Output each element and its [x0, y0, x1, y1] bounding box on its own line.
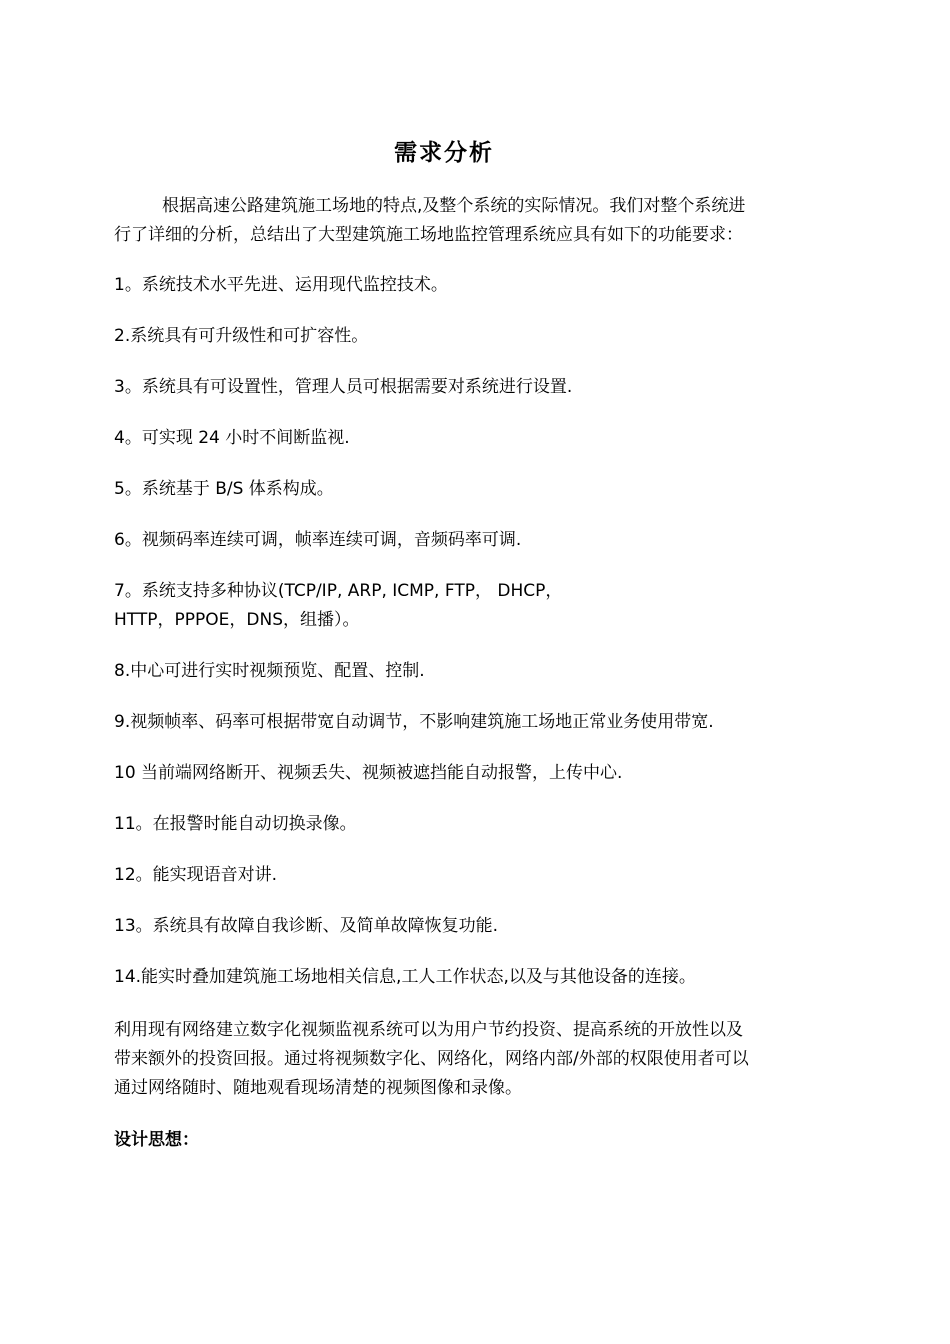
page-title: 需求分析	[394, 139, 494, 166]
requirement-item-9: 9.视频帧率、码率可根据带宽自动调节，不影响建筑施工场地正常业务使用带宽.	[114, 712, 714, 732]
requirement-item-7-line-1: 7。系统支持多种协议(TCP/IP, ARP, ICMP, FTP， DHCP，	[114, 581, 563, 601]
summary-line-1: 利用现有网络建立数字化视频监视系统可以为用户节约投资、提高系统的开放性以及	[114, 1020, 743, 1040]
intro-line-2: 行了详细的分析，总结出了大型建筑施工场地监控管理系统应具有如下的功能要求：	[114, 225, 743, 245]
requirement-item-13: 13。系统具有故障自我诊断、及简单故障恢复功能.	[114, 916, 499, 936]
intro-line-1: 根据高速公路建筑施工场地的特点,及整个系统的实际情况。我们对整个系统进	[162, 196, 746, 216]
requirement-item-2: 2.系统具有可升级性和可扩容性。	[114, 326, 369, 346]
summary-line-3: 通过网络随时、随地观看现场清楚的视频图像和录像。	[114, 1078, 522, 1098]
requirement-item-3: 3。系统具有可设置性，管理人员可根据需要对系统进行设置.	[114, 377, 573, 397]
summary-paragraph	[114, 1016, 834, 1103]
requirement-item-6: 6。视频码率连续可调，帧率连续可调，音频码率可调.	[114, 530, 522, 550]
requirement-item-10: 10 当前端网络断开、视频丢失、视频被遮挡能自动报警，上传中心.	[114, 763, 623, 783]
requirement-item-4: 4。可实现 24 小时不间断监视.	[114, 428, 350, 448]
requirement-item-7-line-2: HTTP，PPPOE，DNS，组播）。	[114, 610, 360, 630]
intro-paragraph	[114, 192, 834, 250]
design-heading: 设计思想：	[114, 1130, 199, 1150]
requirement-item-5: 5。系统基于 B/S 体系构成。	[114, 479, 334, 499]
requirement-item-12: 12。能实现语音对讲.	[114, 865, 278, 885]
summary-line-2: 带来额外的投资回报。通过将视频数字化、网络化，网络内部/外部的权限使用者可以	[114, 1049, 749, 1069]
requirement-item-14: 14.能实时叠加建筑施工场地相关信息,工人工作状态,以及与其他设备的连接。	[114, 967, 696, 987]
requirement-item-8: 8.中心可进行实时视频预览、配置、控制.	[114, 661, 425, 681]
requirement-item-1: 1。系统技术水平先进、运用现代监控技术。	[114, 275, 448, 295]
requirement-item-11: 11。在报警时能自动切换录像。	[114, 814, 357, 834]
